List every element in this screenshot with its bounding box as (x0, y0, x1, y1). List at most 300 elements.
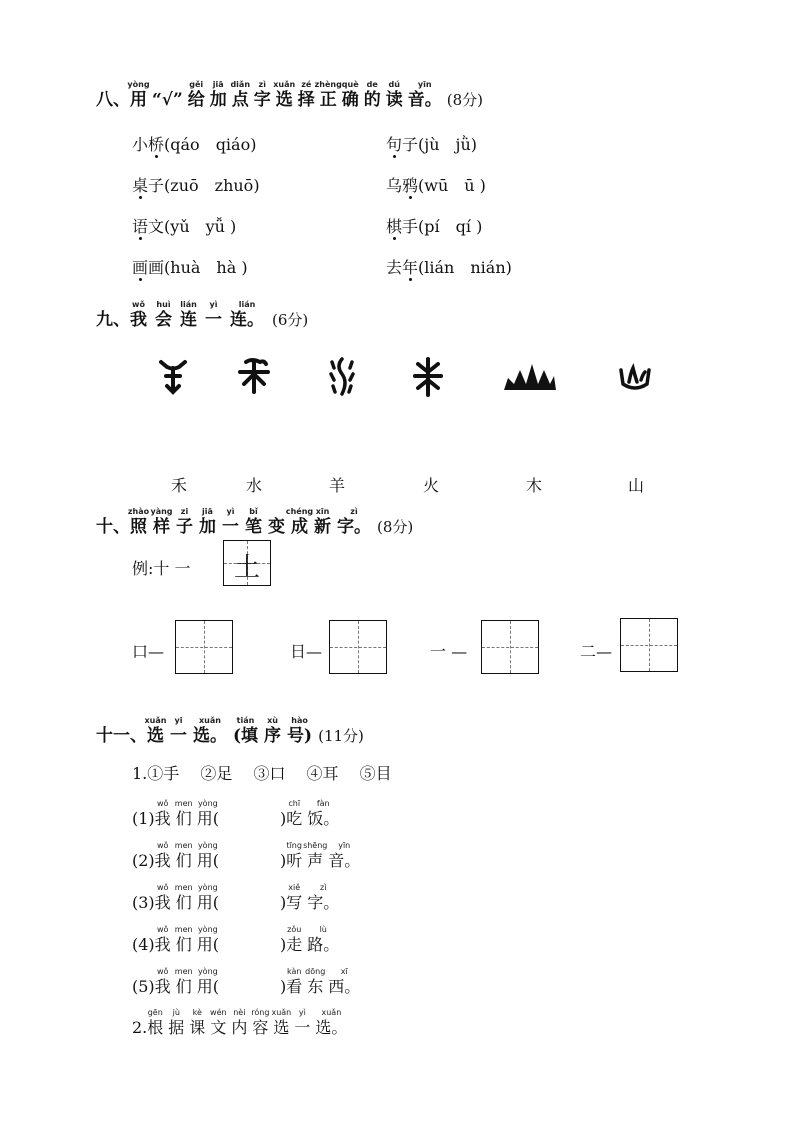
row-head (154, 841, 224, 870)
section-11-points: (11分) (318, 727, 364, 745)
dotted-char: 年 (402, 258, 419, 277)
fill-row (132, 883, 344, 912)
pinyin-options[interactable]: (jù jǜ) (418, 135, 478, 154)
item-text: 去 (386, 258, 403, 277)
pinyin: gěi (189, 80, 204, 89)
hanzi: 走 (286, 935, 303, 954)
pinyin: yòng (127, 80, 150, 89)
ruby-char (196, 799, 219, 828)
pinyin: xuǎn (273, 80, 296, 89)
pinyin: xuǎn (199, 716, 221, 725)
base-char-label: 一 — (430, 642, 468, 661)
pinyin-options[interactable]: (qáo qiáo) (164, 135, 257, 154)
pinyin: zì (320, 883, 327, 892)
hanzi: 写 (286, 893, 303, 912)
ruby-char (286, 799, 303, 828)
hanzi: 路。 (307, 935, 340, 954)
ruby-char (294, 1008, 311, 1037)
ruby-char (264, 716, 282, 746)
answer-grid-box[interactable] (175, 620, 233, 674)
ruby-char (196, 841, 219, 870)
pronunciation-item (132, 219, 236, 235)
ruby-char (385, 80, 403, 110)
section-8-number: 八、 (96, 90, 130, 110)
row-index: (3) (132, 893, 155, 912)
hanzi: 用 (130, 90, 147, 110)
pinyin: xī (340, 967, 348, 976)
hanzi: 选 (273, 1018, 290, 1037)
pinyin: lián (180, 300, 197, 309)
q2-number: 2. (132, 1018, 148, 1037)
pinyin: men (174, 883, 193, 892)
row-head (154, 925, 224, 954)
pinyin: xiě (288, 883, 301, 892)
ruby-char (154, 967, 171, 996)
ruby-char (150, 507, 173, 537)
ruby-char (328, 967, 361, 996)
hanzi: 们 (175, 977, 192, 996)
pinyin: men (174, 925, 193, 934)
hanzi: 字 (253, 90, 271, 110)
pinyin: tián (236, 716, 255, 725)
section-10-title (127, 507, 377, 537)
ruby-char (230, 80, 251, 110)
ruby-char (233, 716, 259, 746)
base-char-label: 日— (290, 642, 323, 661)
pinyin: lián (238, 300, 256, 309)
pinyin: róng (251, 1008, 270, 1017)
ruby-char (314, 80, 342, 110)
hanzi: 选。 (315, 1018, 348, 1037)
hanzi: 择 (297, 90, 315, 110)
hanzi: 我 (154, 893, 171, 912)
ruby-char (152, 92, 183, 109)
example-answer: 土 (233, 553, 260, 583)
pinyin: yì (226, 507, 235, 516)
ruby-char (210, 1008, 227, 1037)
section-9-points: (6分) (272, 311, 309, 329)
hanzi: “√” (152, 90, 183, 110)
row-tail (286, 967, 365, 996)
pinyin: xuǎn (321, 1008, 342, 1017)
pronunciation-item (132, 178, 260, 194)
pinyin: jù (172, 1008, 180, 1017)
hanzi: 看 (286, 977, 303, 996)
dotted-char: 桌 (132, 176, 149, 195)
hanzi: 变 (268, 517, 285, 537)
hanzi: 用( (196, 809, 219, 828)
q1-options: 1.①手 ②足 ③口 ④耳 ⑤目 (132, 764, 392, 783)
hanzi: 字。 (307, 893, 340, 912)
hanzi: 西。 (328, 977, 361, 996)
pinyin: bǐ (249, 507, 258, 516)
item-text: 子 (402, 135, 419, 154)
hanzi: 吃 (286, 809, 303, 828)
ruby-char (328, 841, 361, 870)
answer-grid-box[interactable] (329, 620, 387, 674)
ruby-char (230, 300, 264, 330)
pinyin: xù (267, 716, 278, 725)
ruby-char (144, 716, 167, 746)
row-tail (286, 925, 344, 954)
fill-row (132, 841, 365, 870)
ruby-char (193, 716, 227, 746)
ruby-char (307, 799, 340, 828)
pinyin: zì (350, 507, 358, 516)
hanzi: 成 (291, 517, 308, 537)
pinyin: zǒu (287, 925, 302, 934)
row-head (154, 967, 224, 996)
hanzi: 正 (319, 90, 337, 110)
hanzi: 连 (180, 310, 197, 330)
pinyin: diǎn (230, 80, 251, 89)
hanzi: 音。 (407, 90, 442, 110)
ruby-char (127, 507, 150, 537)
ruby-char (130, 300, 147, 330)
pinyin: yòng (197, 883, 218, 892)
ruby-char (222, 507, 239, 537)
ruby-char (297, 80, 315, 110)
hanzi: 一 (222, 517, 239, 537)
pronunciation-item (132, 260, 248, 276)
ruby-char (305, 967, 326, 996)
ruby-char (286, 967, 303, 996)
pinyin: què (341, 80, 359, 89)
hanzi: 课 (189, 1018, 206, 1037)
row-index: (1) (132, 809, 155, 828)
pinyin: jiā (202, 507, 213, 516)
dotted-char: 桥 (148, 135, 165, 154)
pinyin-options[interactable]: (huà hà ) (164, 258, 248, 277)
ruby-char (127, 80, 150, 110)
dotted-char: 鸦 (402, 176, 419, 195)
pronunciation-item (132, 137, 256, 153)
pinyin: huì (156, 300, 171, 309)
hanzi: 一 (205, 310, 222, 330)
hanzi: 根 (147, 1018, 164, 1037)
pinyin: hào (291, 716, 308, 725)
ruby-char (271, 1008, 292, 1037)
ruby-char (287, 716, 313, 746)
hanzi: 用( (196, 851, 219, 870)
ruby-char (253, 80, 271, 110)
ruby-char (285, 507, 314, 537)
hanzi: 号) (287, 726, 313, 746)
dotted-char: 画 (132, 258, 149, 277)
pinyin: dōng (305, 967, 326, 976)
hanzi: 我 (154, 977, 171, 996)
section-9-title (130, 300, 272, 330)
pinyin: yòng (197, 967, 218, 976)
answer-grid-box[interactable] (481, 620, 539, 674)
ruby-char (286, 883, 303, 912)
pronunciation-item (386, 260, 512, 276)
match-word[interactable]: 羊 (329, 476, 346, 495)
ruby-char (174, 925, 193, 954)
ruby-char (315, 1008, 348, 1037)
ruby-char (196, 925, 219, 954)
hanzi: 我 (154, 935, 171, 954)
ruby-char (231, 1008, 248, 1037)
pinyin: wǒ (156, 799, 169, 808)
hanzi: 用( (196, 893, 219, 912)
ruby-char (154, 925, 171, 954)
hanzi: 们 (175, 809, 192, 828)
pinyin: jiā (212, 80, 224, 89)
hanzi: 我 (130, 310, 147, 330)
hanzi: 用( (196, 977, 219, 996)
hanzi: 一 (170, 726, 187, 746)
ruby-char (174, 883, 193, 912)
ruby-char (170, 716, 187, 746)
pinyin: de (366, 80, 378, 89)
pronunciation-item (386, 137, 477, 153)
hanzi: 听 (286, 851, 303, 870)
hanzi: 内 (231, 1018, 248, 1037)
hanzi: 用( (196, 935, 219, 954)
row-tail (286, 841, 365, 870)
blank-close: ) (279, 893, 287, 912)
ruby-char (363, 80, 381, 110)
section-11-number: 十一、 (96, 726, 147, 746)
ancient-fire-glyph (617, 362, 653, 392)
hanzi: 样 (153, 517, 170, 537)
section-10-points: (8分) (377, 518, 414, 536)
hanzi: 给 (187, 90, 205, 110)
hanzi: 我 (154, 809, 171, 828)
pinyin: yì (209, 300, 218, 309)
pinyin: yi (174, 716, 183, 725)
ancient-sheep-glyph (158, 358, 188, 396)
hanzi: 笔 (245, 517, 262, 537)
hanzi: 新 (314, 517, 331, 537)
hanzi: 选 (147, 726, 164, 746)
pinyin: yīn (417, 80, 432, 89)
row-tail (286, 799, 344, 828)
hanzi: 选。 (193, 726, 227, 746)
row-index: (2) (132, 851, 155, 870)
hanzi: 声 (307, 851, 324, 870)
ruby-char (154, 799, 171, 828)
ruby-char (155, 300, 172, 330)
pinyin: wén (210, 1008, 227, 1017)
pinyin: kàn (286, 967, 302, 976)
pinyin: wǒ (132, 300, 145, 309)
pinyin: shēng (303, 841, 328, 850)
ruby-char (205, 300, 222, 330)
section-10-heading (96, 507, 414, 537)
ruby-char (286, 925, 303, 954)
hanzi: 音。 (328, 851, 361, 870)
hanzi: 照 (130, 517, 147, 537)
blank-close: ) (279, 851, 287, 870)
pinyin: yì (298, 1008, 306, 1017)
hanzi: 饭。 (307, 809, 340, 828)
ruby-char (268, 519, 285, 536)
example-label: 例:十 一 (132, 559, 191, 578)
fill-row (132, 799, 344, 828)
ruby-char (147, 1008, 164, 1037)
hanzi: 连。 (230, 310, 264, 330)
pinyin: zì (258, 80, 266, 89)
ruby-char (245, 507, 262, 537)
section-8-heading (96, 80, 483, 110)
section-9-number: 九、 (96, 310, 130, 330)
item-text: 画 (148, 258, 165, 277)
ruby-char (307, 883, 340, 912)
hanzi: 读 (385, 90, 403, 110)
base-char-label: 口— (132, 642, 165, 661)
ruby-char (196, 883, 219, 912)
section-9-heading (96, 300, 309, 330)
ruby-char (307, 925, 340, 954)
hanzi: 据 (168, 1018, 185, 1037)
row-head (154, 883, 224, 912)
ruby-char (174, 967, 193, 996)
section-10-number: 十、 (96, 517, 130, 537)
pinyin: wǒ (156, 925, 169, 934)
ancient-water-glyph (328, 356, 356, 398)
ruby-char (176, 507, 193, 537)
q2-title (147, 1008, 352, 1037)
hanzi: 们 (175, 851, 192, 870)
section-8-points: (8分) (446, 91, 483, 109)
ruby-char (209, 80, 227, 110)
pinyin: tīng (286, 841, 302, 850)
pinyin: fàn (316, 799, 330, 808)
row-tail (286, 883, 344, 912)
ancient-mountain-glyph (502, 362, 558, 392)
ruby-char (196, 967, 219, 996)
section-8-title (127, 80, 447, 110)
hanzi: 我 (154, 851, 171, 870)
example-grid-box (223, 540, 271, 586)
hanzi: 选 (275, 90, 293, 110)
section-11-heading (96, 716, 364, 746)
match-word[interactable]: 木 (526, 476, 543, 495)
ruby-char (189, 1008, 206, 1037)
hanzi: 确 (341, 90, 359, 110)
pinyin: lù (319, 925, 327, 934)
pinyin-options[interactable]: (wū ū ) (418, 176, 486, 195)
pinyin-options[interactable]: (zuō zhuō) (164, 176, 260, 195)
hanzi: 容 (252, 1018, 269, 1037)
hanzi: 会 (155, 310, 172, 330)
blank-close: ) (279, 977, 287, 996)
pinyin: yòng (197, 925, 218, 934)
item-text: 小 (132, 135, 149, 154)
pinyin: men (174, 841, 193, 850)
base-char-label: 二— (580, 642, 613, 661)
hanzi: 序 (264, 726, 282, 746)
pinyin: dú (388, 80, 400, 89)
dotted-char: 语 (132, 217, 149, 236)
pinyin: zé (301, 80, 312, 89)
pinyin-options[interactable]: (pí qí ) (418, 217, 483, 236)
hanzi: 点 (231, 90, 249, 110)
hanzi: 子 (176, 517, 193, 537)
hanzi: 的 (363, 90, 381, 110)
blank-close: ) (279, 935, 287, 954)
hanzi: 文 (210, 1018, 227, 1037)
pinyin: men (174, 799, 193, 808)
pronunciation-item (386, 178, 486, 194)
blank-close: ) (279, 809, 287, 828)
pinyin: zhào (127, 507, 150, 516)
section-11-title (144, 716, 318, 746)
hanzi: (填 (233, 726, 259, 746)
pinyin: chéng (285, 507, 314, 516)
pinyin: yīn (338, 841, 351, 850)
dotted-char: 棋 (386, 217, 403, 236)
pinyin: xīn (315, 507, 330, 516)
hanzi: 们 (175, 935, 192, 954)
match-word[interactable]: 禾 (171, 476, 188, 495)
pinyin: xuǎn (271, 1008, 292, 1017)
answer-grid-box[interactable] (620, 618, 678, 672)
ruby-char (180, 300, 197, 330)
hanzi: 东 (307, 977, 324, 996)
ruby-char (154, 883, 171, 912)
hanzi: 加 (209, 90, 227, 110)
match-word[interactable]: 火 (423, 476, 440, 495)
hanzi: 们 (175, 893, 192, 912)
match-word[interactable]: 山 (628, 476, 645, 495)
pinyin-options[interactable]: (yǔ yǚ ) (164, 217, 237, 236)
ruby-char (168, 1008, 185, 1037)
match-word[interactable]: 水 (246, 476, 263, 495)
pinyin: yàng (150, 507, 173, 516)
pinyin: men (174, 967, 193, 976)
ruby-char (174, 841, 193, 870)
item-text: 乌 (386, 176, 403, 195)
ruby-char (314, 507, 331, 537)
fill-row (132, 925, 344, 954)
pinyin: xuǎn (144, 716, 167, 725)
pinyin: zi (180, 507, 189, 516)
row-index: (5) (132, 977, 155, 996)
pinyin: wǒ (156, 883, 169, 892)
pinyin: wǒ (156, 841, 169, 850)
item-text: 文 (148, 217, 165, 236)
fill-row (132, 967, 365, 996)
item-text: 子 (148, 176, 165, 195)
ruby-char (187, 80, 205, 110)
pinyin: yòng (197, 841, 218, 850)
hanzi: 字。 (337, 517, 371, 537)
ruby-char (286, 841, 303, 870)
q2-heading (132, 1008, 352, 1037)
hanzi: 加 (199, 517, 216, 537)
ruby-char (341, 80, 359, 110)
row-head (154, 799, 224, 828)
ruby-char (337, 507, 371, 537)
ruby-char (303, 841, 328, 870)
ancient-grain-glyph (236, 356, 272, 396)
hanzi: 一 (294, 1018, 311, 1037)
row-index: (4) (132, 935, 155, 954)
dotted-char: 句 (386, 135, 403, 154)
pinyin: zhèng (314, 80, 342, 89)
pinyin: gēn (147, 1008, 163, 1017)
item-text: 手 (402, 217, 419, 236)
pinyin: nèi (233, 1008, 246, 1017)
ruby-char (407, 80, 442, 110)
ruby-char (251, 1008, 270, 1037)
pinyin-options[interactable]: (lián nián) (418, 258, 512, 277)
pinyin: yòng (197, 799, 218, 808)
ruby-char (154, 841, 171, 870)
